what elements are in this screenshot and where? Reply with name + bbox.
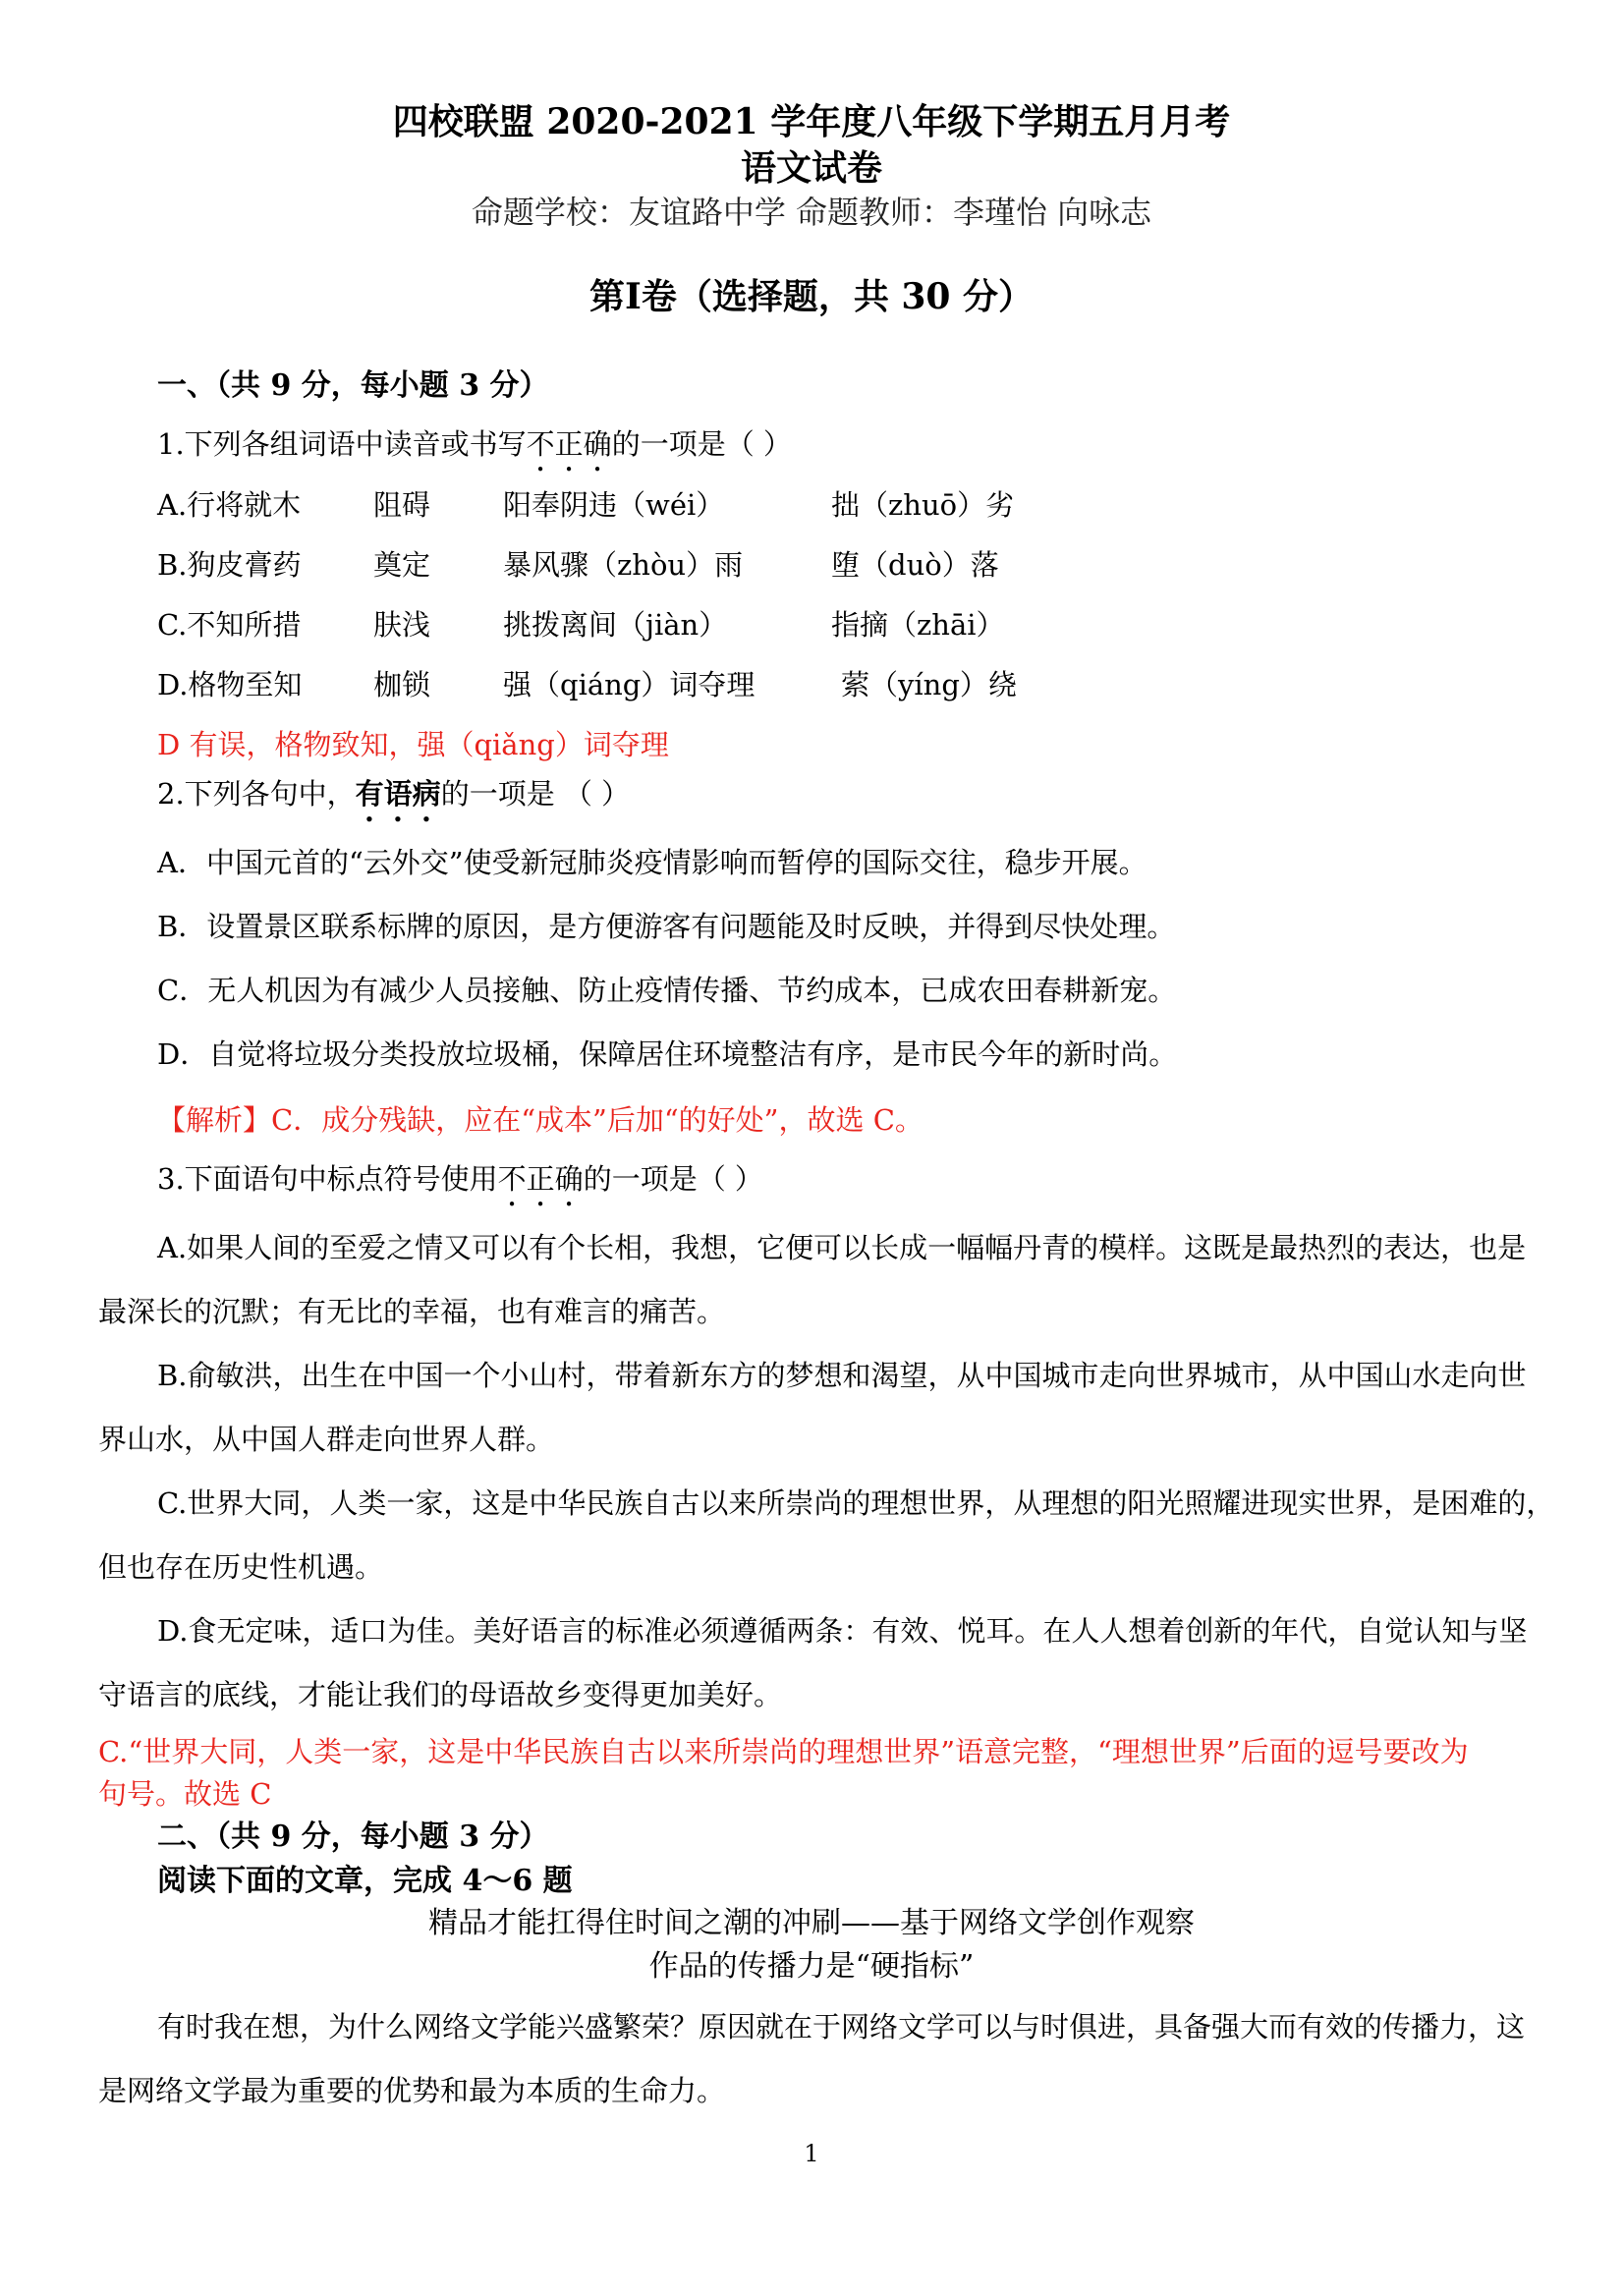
q2-option-d: D．自觉将垃圾分类投放垃圾桶，保障居住环境整洁有序，是市民今年的新时尚。 <box>157 1037 1178 1071</box>
q2-option-a: A．中国元首的“云外交”使受新冠肺炎疫情影响而暂停的国际交往，稳步开展。 <box>157 846 1147 879</box>
section1-heading: 一、（共 9 分，每小题 3 分） <box>157 368 549 403</box>
q2-option-c: C．无人机因为有减少人员接触、防止疫情传播、节约成本，已成农田春耕新宠。 <box>157 974 1177 1007</box>
q2-stem-pre: 2.下列各句中， <box>157 777 356 811</box>
q1-option-d-word2: 枷锁 <box>373 668 431 701</box>
q3-option-d-line2: 守语言的底线，才能让我们的母语故乡变得更加美好。 <box>98 1678 783 1711</box>
q3-stem-emphasis: 不正确 <box>497 1162 584 1196</box>
q1-option-c-word4: 指摘（zhāi） <box>831 608 1005 642</box>
q1-option-c-word1: C.不知所措 <box>157 608 302 642</box>
q3-stem-pre: 3.下面语句中标点符号使用 <box>157 1162 498 1196</box>
q3-answer-line2: 句号。故选 C <box>98 1777 272 1811</box>
q1-option-b-word2: 奠定 <box>373 548 431 582</box>
q3-option-d-line1: D.食无定味，适口为佳。美好语言的标准必须遵循两条：有效、悦耳。在人人想着创新的年代，自觉认知与坚 <box>157 1614 1528 1648</box>
q1-option-d-word3: 强（qiáng）词夺理 <box>503 668 756 701</box>
q1-stem <box>157 424 792 478</box>
q1-option-a-word4: 拙（zhuō）劣 <box>831 488 1015 522</box>
q1-option-a-word3: 阳奉阴违（wéi） <box>503 488 725 522</box>
q3-stem <box>157 1159 763 1213</box>
q3-option-a-line1: A.如果人间的至爱之情又可以有个长相，我想，它便可以长成一幅幅丹青的模样。这既是最热烈的表达，也是 <box>157 1231 1527 1264</box>
article-subtitle: 作品的传播力是“硬指标” <box>648 1949 975 1984</box>
q2-stem <box>157 774 630 828</box>
q3-option-b-line1: B.俞敏洪，出生在中国一个小山村，带着新东方的梦想和渴望，从中国城市走向世界城市，从中国山水走向世 <box>157 1359 1527 1392</box>
q3-option-a-line2: 最深长的沉默；有无比的幸福，也有难言的痛苦。 <box>98 1295 726 1328</box>
q1-option-a-word2: 阻碍 <box>373 488 431 522</box>
q1-option-b-word1: B.狗皮膏药 <box>157 548 302 582</box>
q1-option-c-word3: 挑拨离间（jiàn） <box>503 608 728 642</box>
q1-stem-pre: 1.下列各组词语中读音或书写 <box>157 427 527 461</box>
page-number: 1 <box>804 2140 819 2167</box>
q1-option-d-word1: D.格物至知 <box>157 668 303 701</box>
q3-option-c-line2: 但也存在历史性机遇。 <box>98 1550 384 1584</box>
q1-option-d-word4: 萦（yíng）绕 <box>841 668 1017 701</box>
q2-stem-emphasis: 有语病 <box>355 777 441 811</box>
q3-option-b-line2: 界山水，从中国人群走向世界人群。 <box>98 1423 555 1456</box>
exam-title: 四校联盟 2020-2021 学年度八年级下学期五月月考 <box>392 101 1231 142</box>
q2-answer: 【解析】C．成分残缺，应在“成本”后加“的好处”，故选 C。 <box>157 1103 923 1137</box>
article-paragraph-line1: 有时我在想，为什么网络文学能兴盛繁荣？原因就在于网络文学可以与时俱进，具备强大而有效的传播力，这 <box>157 2010 1526 2044</box>
q1-option-b-word3: 暴风骤（zhòu）雨 <box>503 548 744 582</box>
q1-option-a-word1: A.行将就木 <box>157 488 302 522</box>
exam-authors: 命题学校：友谊路中学 命题教师：李瑾怡 向咏志 <box>471 194 1152 231</box>
section2-instruction: 阅读下面的文章，完成 4～6 题 <box>157 1864 573 1898</box>
article-paragraph-line2: 是网络文学最为重要的优势和最为本质的生命力。 <box>98 2074 726 2107</box>
q1-option-b-word4: 堕（duò）落 <box>831 548 999 582</box>
exam-subject-title: 语文试卷 <box>740 147 882 189</box>
q2-stem-post: 的一项是 （ ） <box>440 777 631 811</box>
volume-title: 第Ⅰ卷（选择题，共 30 分） <box>588 276 1034 317</box>
q1-stem-emphasis: 不正确 <box>526 427 612 461</box>
q1-stem-post: 的一项是（ ） <box>611 427 792 461</box>
q1-option-c-word2: 肤浅 <box>373 608 431 642</box>
q3-stem-post: 的一项是（ ） <box>583 1162 763 1196</box>
q2-option-b: B．设置景区联系标牌的原因，是方便游客有问题能及时反映，并得到尽快处理。 <box>157 910 1176 943</box>
article-title: 精品才能扛得住时间之潮的冲刷——基于网络文学创作观察 <box>428 1906 1195 1940</box>
q3-option-c-line1: C.世界大同，人类一家，这是中华民族自古以来所崇尚的理想世界，从理想的阳光照耀进现实世界，是困难的， <box>157 1486 1555 1520</box>
q1-answer: D 有误，格物致知，强（qiǎng）词夺理 <box>157 728 669 761</box>
q3-answer-line1: C.“世界大同，人类一家，这是中华民族自古以来所崇尚的理想世界”语意完整，“理想世界”后面的逗号要改为 <box>98 1735 1469 1768</box>
section2-heading: 二、（共 9 分，每小题 3 分） <box>157 1820 549 1854</box>
